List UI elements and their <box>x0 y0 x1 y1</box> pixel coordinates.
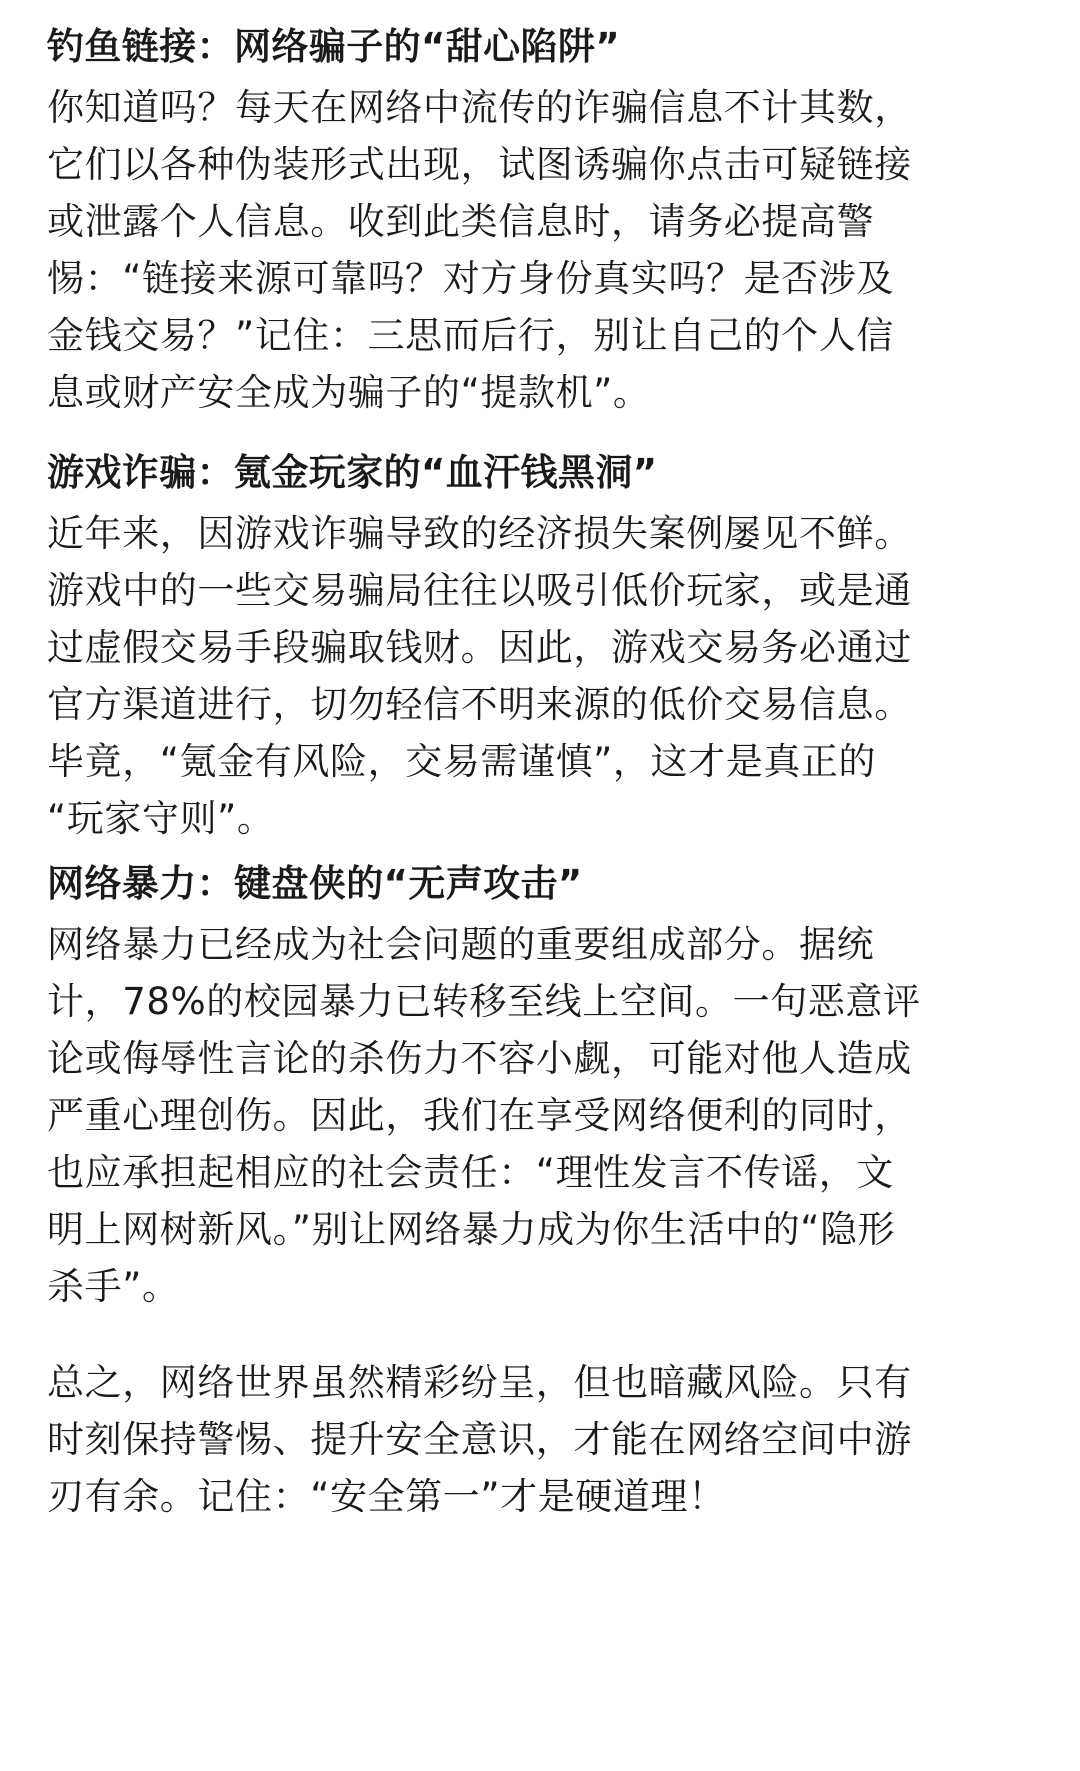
paragraph-line: 官方渠道进行，切勿轻信不明来源的低价交易信息。 <box>47 683 912 726</box>
paragraph-line: 计，78%的校园暴力已转移至线上空间。一句恶意评 <box>47 980 921 1023</box>
paragraph-line: 杀手”。 <box>47 1265 180 1308</box>
paragraph-line: 或泄露个人信息。收到此类信息时，请务必提高警 <box>47 200 875 243</box>
section-heading-game-fraud: 游戏诈骗：氪金玩家的“血汗钱黑洞” <box>47 451 658 494</box>
paragraph-line: 惕：“链接来源可靠吗？对方身份真实吗？是否涉及 <box>47 257 894 300</box>
paragraph-line: 也应承担起相应的社会责任：“理性发言不传谣，文 <box>47 1151 894 1194</box>
paragraph-line: 网络暴力已经成为社会问题的重要组成部分。据统 <box>47 923 875 966</box>
conclusion-line: 时刻保持警惕、提升安全意识，才能在网络空间中游 <box>47 1418 912 1461</box>
paragraph-line: 严重心理创伤。因此，我们在享受网络便利的同时， <box>47 1094 912 1137</box>
paragraph-line: 息或财产安全成为骗子的“提款机”。 <box>47 371 651 414</box>
paragraph-line: 游戏中的一些交易骗局往往以吸引低价玩家，或是通 <box>47 569 912 612</box>
paragraph-line: 你知道吗？每天在网络中流传的诈骗信息不计其数， <box>47 86 912 129</box>
paragraph-line: 明上网树新风。”别让网络暴力成为你生活中的“隐形 <box>47 1208 896 1251</box>
conclusion-line: 总之，网络世界虽然精彩纷呈，但也暗藏风险。只有 <box>47 1361 912 1404</box>
paragraph-line: 过虚假交易手段骗取钱财。因此，游戏交易务必通过 <box>47 626 912 669</box>
conclusion-line: 刃有余。记住：“安全第一”才是硬道理！ <box>47 1475 726 1518</box>
paragraph-line: 金钱交易？”记住：三思而后行，别让自己的个人信 <box>47 314 894 357</box>
section-heading-phishing: 钓鱼链接：网络骗子的“甜心陷阱” <box>47 25 621 68</box>
paragraph-line: “玩家守则”。 <box>47 797 275 840</box>
paragraph-line: 它们以各种伪装形式出现，试图诱骗你点击可疑链接 <box>47 143 912 186</box>
paragraph-line: 毕竟，“氪金有风险，交易需谨慎”，这才是真正的 <box>47 740 877 783</box>
paragraph-line: 近年来，因游戏诈骗导致的经济损失案例屡见不鲜。 <box>47 512 912 555</box>
section-heading-cyberbullying: 网络暴力：键盘侠的“无声攻击” <box>47 862 583 905</box>
paragraph-line: 论或侮辱性言论的杀伤力不容小觑，可能对他人造成 <box>47 1037 912 1080</box>
